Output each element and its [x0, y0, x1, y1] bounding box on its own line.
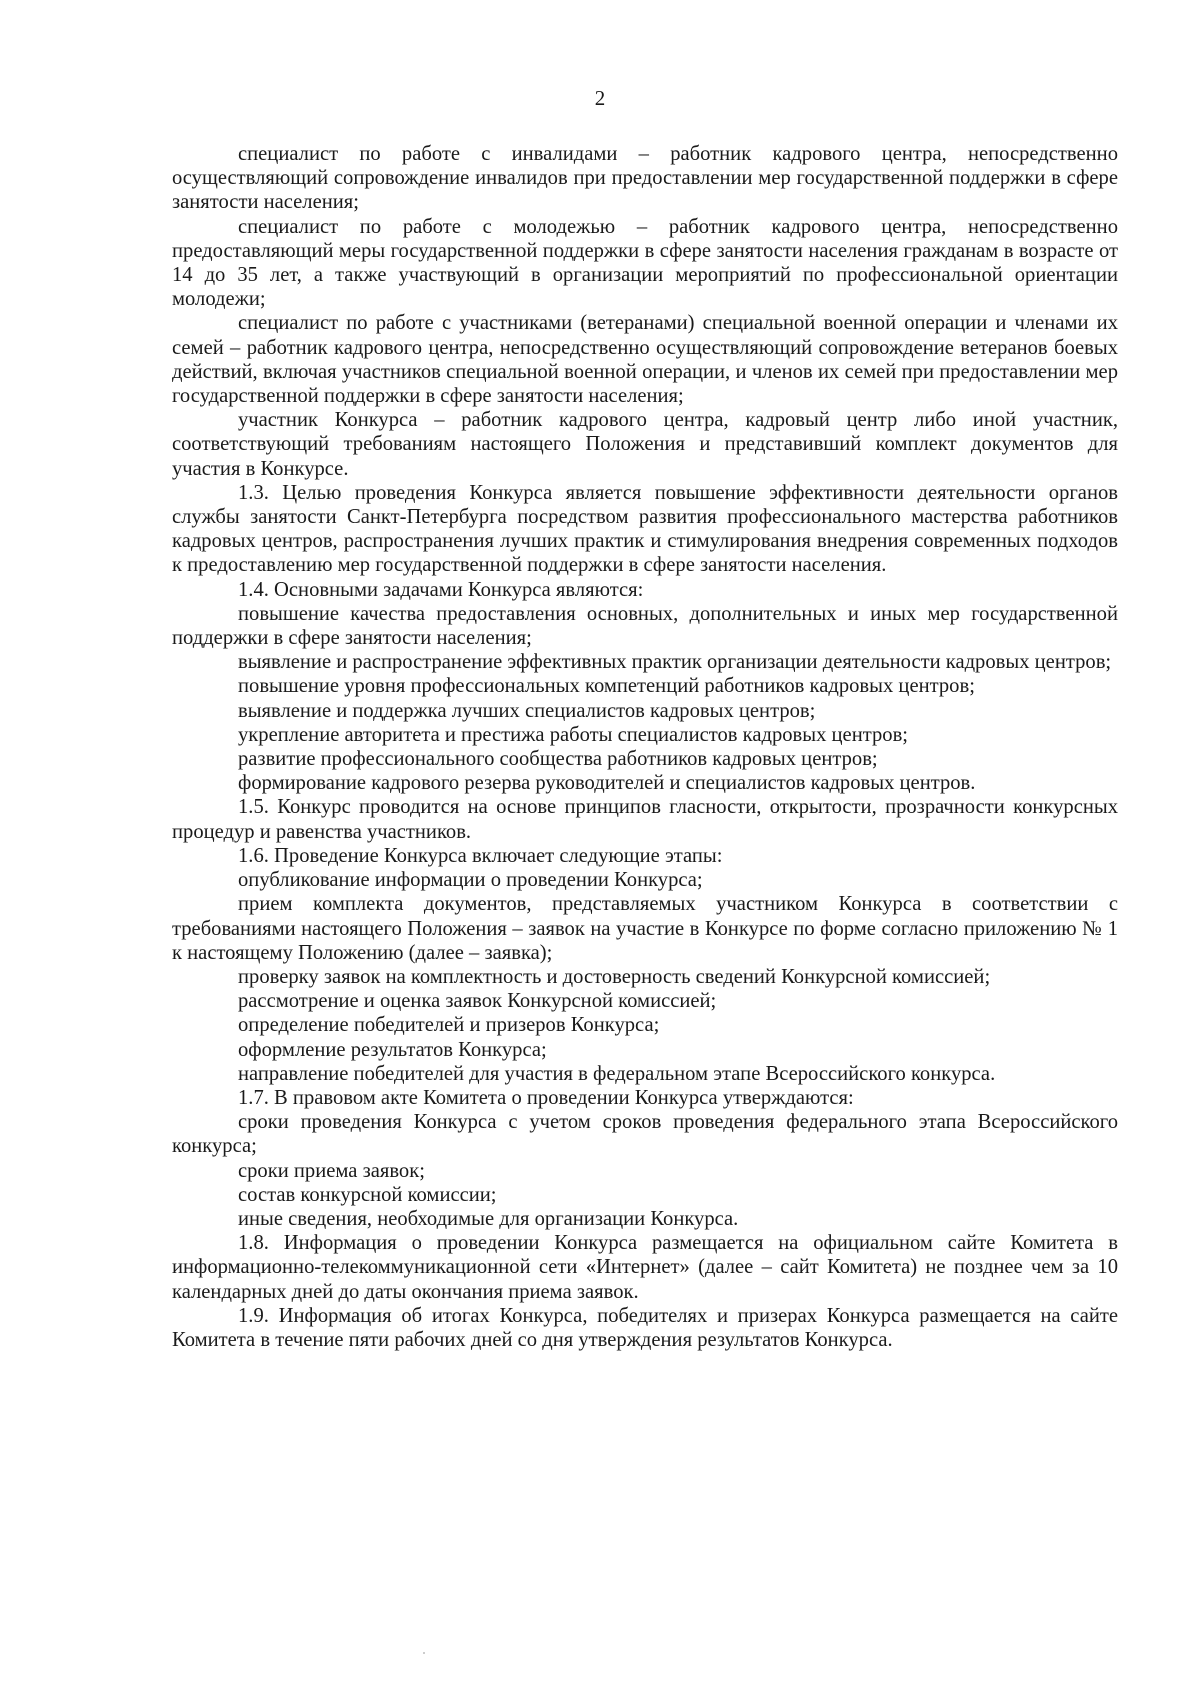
paragraph: рассмотрение и оценка заявок Конкурсной комиссией;	[238, 990, 717, 1013]
paragraph: направление победителей для участия в федеральном этапе Всероссийского конкурса.	[238, 1062, 996, 1085]
paragraph: развитие профессионального сообщества работников кадровых центров;	[238, 748, 878, 771]
paragraph: формирование кадрового резерва руководителей и специалистов кадровых центров.	[238, 772, 976, 795]
paragraph: 1.5. Конкурс проводится на основе принципов гласности, открытости, прозрачности конкурсных процедур и равенства участников.	[172, 796, 1118, 843]
paragraph: 1.7. В правовом акте Комитета о проведении Конкурса утверждаются:	[238, 1086, 854, 1109]
paragraph: сроки приема заявок;	[238, 1159, 425, 1182]
document-body	[172, 142, 1118, 1352]
paragraph: специалист по работе с участниками (ветеранами) специальной военной операции и членами их семей – работник кадрового центра, непосредственно осуществляющий сопровождение ветеранов боевых действий, включая участников специальной военной операции, и членов их семей при предоставлении мер государственной поддержки в сфере занятости населения;	[172, 312, 1118, 408]
paragraph: состав конкурсной комиссии;	[238, 1183, 497, 1206]
paragraph: прием комплекта документов, представляемых участником Конкурса в соответствии с требованиями настоящего Положения – заявок на участие в Конкурсе по форме согласно приложению № 1 к настоящему Положению (далее – заявка);	[172, 893, 1118, 964]
page-number: 2	[594, 86, 606, 110]
paragraph: 1.6. Проведение Конкурса включает следующие этапы:	[238, 844, 723, 867]
paragraph: выявление и поддержка лучших специалистов кадровых центров;	[238, 699, 816, 722]
paragraph: оформление результатов Конкурса;	[238, 1038, 547, 1061]
paragraph: повышение качества предоставления основных, дополнительных и иных мер государственной поддержки в сфере занятости населения;	[172, 602, 1118, 650]
paragraph: укрепление авторитета и престижа работы специалистов кадровых центров;	[238, 723, 909, 746]
paragraph: 1.4. Основными задачами Конкурса являются:	[238, 578, 644, 601]
paragraph: участник Конкурса – работник кадрового центра, кадровый центр либо иной участник, соответствующий требованиям настоящего Положения и представивший комплект документов для участия в Конкурсе.	[172, 409, 1118, 480]
paragraph: 1.3. Целью проведения Конкурса является повышение эффективности деятельности органов службы занятости Санкт-Петербурга посредством развития профессионального мастерства работников кадровых центров, распространения лучших практик и стимулирования внедрения современных подходов к предоставлению мер государственной поддержки в сфере занятости населения.	[172, 481, 1118, 577]
paragraph: определение победителей и призеров Конкурса;	[238, 1014, 660, 1037]
scan-artifact	[423, 1652, 425, 1654]
paragraph: выявление и распространение эффективных практик организации деятельности кадровых центров;	[238, 651, 1112, 674]
paragraph: специалист по работе с инвалидами – работник кадрового центра, непосредственно осуществляющий сопровождение инвалидов при предоставлении мер государственной поддержки в сфере занятости населения;	[172, 143, 1118, 214]
paragraph: 1.8. Информация о проведении Конкурса размещается на официальном сайте Комитета в информационно-телекоммуникационной сети «Интернет» (далее – сайт Комитета) не позднее чем за 10 календарных дней до даты окончания приема заявок.	[172, 1232, 1118, 1303]
paragraph: иные сведения, необходимые для организации Конкурса.	[238, 1207, 739, 1230]
paragraph: опубликование информации о проведении Конкурса;	[238, 869, 703, 892]
paragraph: 1.9. Информация об итогах Конкурса, победителях и призерах Конкурса размещается на сайте Комитета в течение пяти рабочих дней со дня утверждения результатов Конкурса.	[172, 1304, 1118, 1351]
paragraph: проверку заявок на комплектность и достоверность сведений Конкурсной комиссией;	[238, 965, 991, 988]
paragraph: специалист по работе с молодежью – работник кадрового центра, непосредственно предоставляющий меры государственной поддержки в сфере занятости населения гражданам в возрасте от 14 до 35 лет, а также участвующий в организации мероприятий по профессиональной ориентации молодежи;	[172, 215, 1118, 311]
paragraph: повышение уровня профессиональных компетенций работников кадровых центров;	[238, 675, 975, 698]
paragraph: сроки проведения Конкурса с учетом сроков проведения федерального этапа Всероссийского конкурса;	[172, 1111, 1118, 1158]
